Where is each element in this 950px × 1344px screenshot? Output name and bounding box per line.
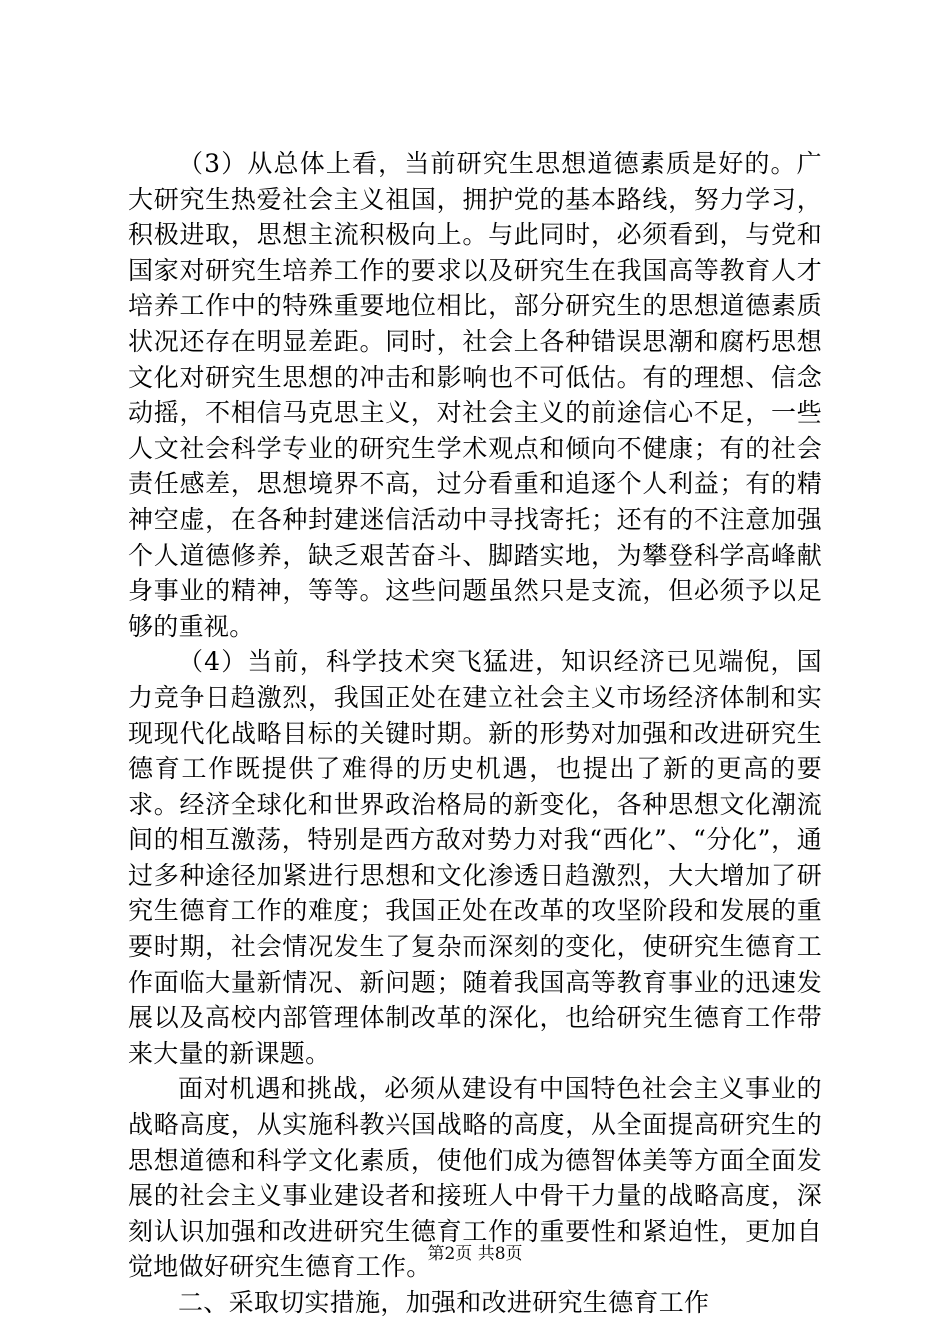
paragraph-4: （4）当前，科学技术突飞猛进，知识经济已见端倪，国力竞争日趋激烈，我国正处在建立社会主义市场经济体制和实现现代化战略目标的关键时期。新的形势对加强和改进研究生德育工作既提供了难得的历史机遇，也提出了新的更高的要求。经济全球化和世界政治格局的新变化，各种思想文化潮流间的相互激荡，特别是西方敌对势力对我“西化”、“分化”，通过多种途径加紧进行思想和文化渗透日趋激烈，大大增加了研究生德育工作的难度；我国正处在改革的攻坚阶段和发展的重要时期，社会情况发生了复杂而深刻的变化，使研究生德育工作面临大量新情况、新问题；随着我国高等教育事业的迅速发展以及高校内部管理体制改革的深化，也给研究生德育工作带来大量的新课题。 [128, 647, 822, 1068]
page-footer [0, 1243, 950, 1265]
section-heading: 二、采取切实措施，加强和改进研究生德育工作 [178, 1288, 710, 1317]
paragraph-conclusion: 面对机遇和挑战，必须从建设有中国特色社会主义事业的战略高度，从实施科教兴国战略的高度，从全面提高研究生的思想道德和科学文化素质，使他们成为德智体美等方面全面发展的社会主义事业建设者和接班人中骨干力量的战略高度，深刻认识加强和改进研究生德育工作的重要性和紧迫性，更加自觉地做好研究生德育工作。 [128, 1074, 822, 1282]
paragraph-3: （3）从总体上看，当前研究生思想道德素质是好的。广大研究生热爱社会主义祖国，拥护党的基本路线，努力学习，积极进取，思想主流积极向上。与此同时，必须看到，与党和国家对研究生培养工作的要求以及研究生在我国高等教育人才培养工作中的特殊重要地位相比，部分研究生的思想道德素质状况还存在明显差距。同时，社会上各种错误思潮和腐朽思想文化对研究生思想的冲击和影响也不可低估。有的理想、信念动摇，不相信马克思主义，对社会主义的前途信心不足，一些人文社会科学专业的研究生学术观点和倾向不健康；有的社会责任感差，思想境界不高，过分看重和追逐个人利益；有的精神空虚，在各种封建迷信活动中寻找寄托；还有的不注意加强个人道德修养，缺乏艰苦奋斗、脚踏实地，为攀登科学高峰献身事业的精神，等等。这些问题虽然只是支流，但必须予以足够的重视。 [128, 149, 822, 641]
document-body [128, 146, 822, 1321]
page-number: 第2页 共8页 [427, 1244, 523, 1264]
